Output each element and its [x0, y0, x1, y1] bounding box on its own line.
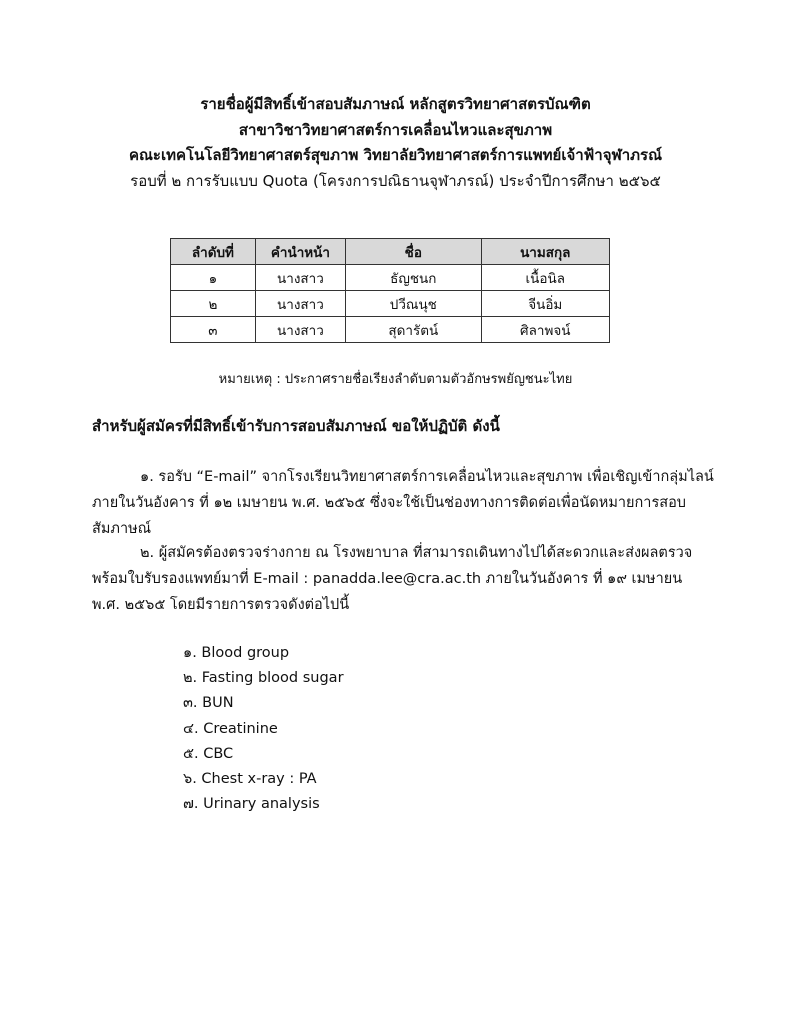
table-row [171, 265, 610, 291]
instruction-1-line-1: ๑. รอรับ “E-mail” จากโรงเรียนวิทยาศาสตร์การเคลื่อนไหวและสุขภาพ เพื่อเชิญเข้ากลุ่มไลน์ [140, 469, 714, 485]
cell-last-name: เนื้อนิล [481, 265, 609, 291]
checklist-item: ๑. Blood group [183, 645, 290, 661]
instruction-2-line-3: พ.ศ. ๒๕๖๕ โดยมีรายการตรวจดังต่อไปนี้ [92, 597, 350, 613]
table-row [171, 291, 610, 317]
checklist-item: ๓. BUN [183, 695, 234, 712]
cell-last-name: จีนอิ่ม [481, 291, 609, 317]
cell-first-name: ปวีณนุช [346, 291, 481, 317]
cell-last-name: ศิลาพจน์ [481, 317, 609, 343]
document-title-block [0, 92, 791, 194]
column-header-last-name: นามสกุล [481, 239, 609, 265]
checklist-item: ๔. Creatinine [183, 720, 278, 737]
checklist-item: ๗. Urinary analysis [183, 796, 320, 813]
instructions-heading: สำหรับผู้สมัครที่มีสิทธิ์เข้ารับการสอบสัมภาษณ์ ขอให้ปฏิบัติ ดังนี้ [92, 417, 500, 435]
title-line-1: รายชื่อผู้มีสิทธิ์เข้าสอบสัมภาษณ์ หลักสูตรวิทยาศาสตรบัณฑิต [200, 95, 591, 113]
column-header-title: คำนำหน้า [255, 239, 345, 265]
title-line-4: รอบที่ ๒ การรับแบบ Quota (โครงการปณิธานจุฬาภรณ์) ประจำปีการศึกษา ๒๕๖๕ [130, 171, 661, 190]
table-row [171, 317, 610, 343]
cell-first-name: สุดารัตน์ [346, 317, 481, 343]
instruction-1-line-3: สัมภาษณ์ [92, 521, 152, 537]
cell-order: ๒ [171, 291, 256, 317]
title-line-3: คณะเทคโนโลยีวิทยาศาสตร์สุขภาพ วิทยาลัยวิทยาศาสตร์การแพทย์เจ้าฟ้าจุฬาภรณ์ [128, 146, 663, 164]
instruction-1-line-2: ภายในวันอังคาร ที่ ๑๒ เมษายน พ.ศ. ๒๕๖๕ ซึ่งจะใช้เป็นช่องทางการติดต่อเพื่อนัดหมายการสอบ [92, 495, 687, 511]
cell-title: นางสาว [255, 291, 345, 317]
candidate-table [170, 238, 610, 343]
cell-order: ๑ [171, 265, 256, 291]
title-line-2: สาขาวิชาวิทยาศาสตร์การเคลื่อนไหวและสุขภาพ [238, 120, 553, 139]
checklist-item: ๖. Chest x-ray : PA [183, 770, 317, 787]
instruction-item-1 [92, 464, 714, 542]
cell-title: นางสาว [255, 317, 345, 343]
medical-checklist [183, 641, 344, 817]
instruction-2-line-2: พร้อมใบรับรองแพทย์มาที่ E-mail : panadda.lee@cra.ac.th ภายในวันอังคาร ที่ ๑๙ เมษายน [92, 571, 683, 587]
cell-title: นางสาว [255, 265, 345, 291]
instruction-2-line-1: ๒. ผู้สมัครต้องตรวจร่างกาย ณ โรงพยาบาล ที่สามารถเดินทางไปได้สะดวกและส่งผลตรวจ [140, 545, 693, 561]
cell-first-name: ธัญชนก [346, 265, 481, 291]
cell-order: ๓ [171, 317, 256, 343]
table-header-row [171, 239, 610, 265]
table-note: หมายเหตุ : ประกาศรายชื่อเรียงลำดับตามตัวอักษรพยัญชนะไทย [218, 372, 573, 387]
checklist-item: ๕. CBC [183, 745, 234, 762]
column-header-order: ลำดับที่ [171, 239, 256, 265]
column-header-first-name: ชื่อ [346, 239, 481, 265]
instruction-item-2 [92, 540, 698, 618]
checklist-item: ๒. Fasting blood sugar [183, 670, 344, 687]
